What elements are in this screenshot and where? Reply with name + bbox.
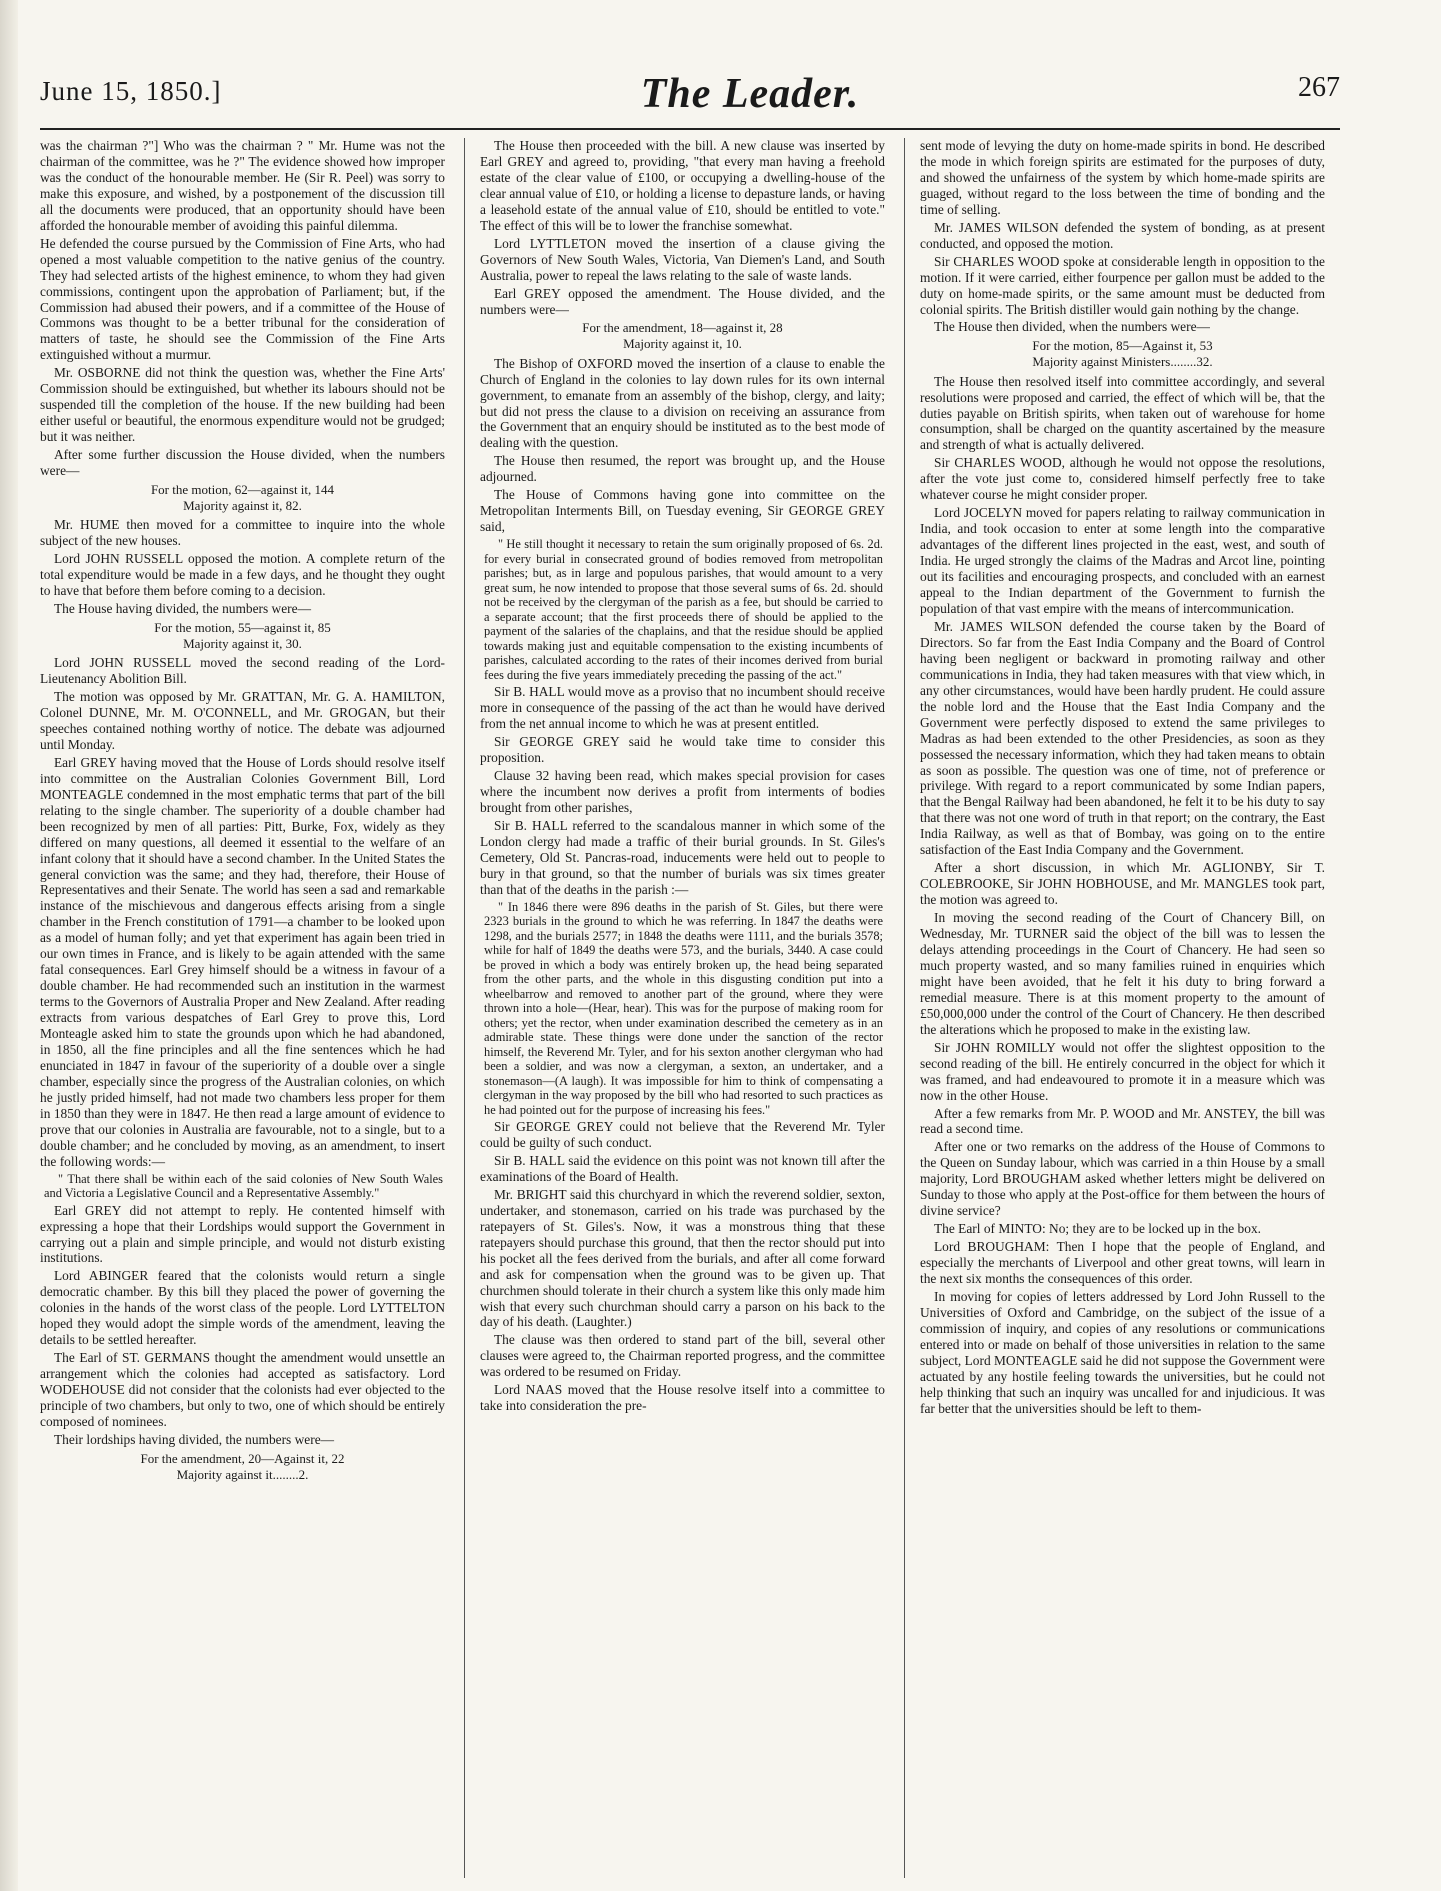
division-majority: Majority against it, 10. <box>623 336 742 352</box>
quoted-passage: " He still thought it necessary to retain the sum originally proposed of 6s. 2d. for every burial in consecrated ground of bodies removed from metropolitan parishes; but, as in large and populous parishes, that would amount to a very great sum, he now intended to propose that those several sums of 6s. 2d. should not be received by the clergyman of the parish as a fee, but should be carried to a separate account; that the first proceeds there of should be applied to the payment of the salaries of the chaplains, and that the residue should be applied towards making just and equitable compensation to the existing incumbents of parishes, calculated according to the rates of their incomes derived from burial fees during the five years immediately preceding the passing of the act." <box>484 537 883 682</box>
paragraph: Lord NAAS moved that the House resolve itself into a committee to take into consideration the pre- <box>480 1382 885 1414</box>
paragraph: The House having divided, the numbers were— <box>54 600 311 616</box>
paragraph: Lord BROUGHAM: Then I hope that the people of England, and especially the merchants of Liverpool and other great towns, will learn in the next six months the consequences of this order. <box>920 1239 1325 1287</box>
paragraph: Earl GREY having moved that the House of Lords should resolve itself into committee on the Australian Colonies Government Bill, Lord MONTEAGLE condemned in the most emphatic terms that part of the bill relating to the single chamber. The superiority of a double chamber had been recognized by men of all parties: Pitt, Burke, Fox, widely as they differed on many questions, all deemed it essential to the welfare of an infant colony that it should have a second chamber. In the United States the general conviction was the same; and they had, therefore, their House of Representatives and their Senate. The world has seen a sad and remarkable instance of the mischievous and dangerous effects arising from a single chamber in the French constitution of 1791—a chamber to be looked upon as a model of human folly; and yet that experiment has again been tried in our own times in France, and is likely to be again attended with the same fatal consequences. Earl Grey himself should be a witness in favour of a double chamber. He had recommended such an institution in the warmest terms to the Governors of Australia Proper and New Zealand. After reading extracts from various despatches of Earl Grey to prove this, Lord Monteagle asked him to state the grounds upon which he had abandoned, in 1850, all the fine principles and all the fine sentences which he had enunciated in 1847 in favour of the superiority of a double over a single chamber, especially since the progress of the Australian colonies, on which he justly prided himself, had not made two chambers less proper for them in 1850 than they were in 1847. He then read a large amount of evidence to prove that our colonies in Australia are favourable, not to a single, but to a double chamber; and he concluded by moving, as an amendment, to insert the following words:— <box>40 754 445 1169</box>
issue-date: June 15, 1850.] <box>40 76 222 106</box>
paragraph: He defended the course pursued by the Commission of Fine Arts, who had opened a most valuable competition to the native genius of the country. They had selected artists of the highest eminence, to whom they had given commissions, contingent upon the approbation of Parliament; but, if the Commission had abused their powers, and if a committee of the House of Commons was thought to be a better tribunal for the consideration of matters of taste, he should see the Commission of the Fine Arts extinguished without a murmur. <box>40 235 445 363</box>
division-line: For the amendment, 20—Against it, 22 <box>140 1450 345 1466</box>
paragraph: Mr. BRIGHT said this churchyard in which the reverend soldier, sexton, undertaker, and stonemason, carried on his trade was purchased by the ratepayers of St. Giles's. Now, it was a monstrous thing that these ratepayers should purchase this ground, that then the rector should put into his pocket all the fees derived from the burials, and after all come forward and ask for compensation when the ground was to be given up. That churchmen should tolerate in their church a system like this only made him wish that every such churchman should carry a parson on his back to the day of his death. (Laughter.) <box>480 1186 885 1330</box>
paragraph: In moving for copies of letters addressed by Lord John Russell to the Universities of Oxford and Cambridge, on the subject of the issue of a commission of inquiry, and copies of any resolutions or communications entered into or made on behalf of those universities in relation to the same subject, Lord MONTEAGLE said he did not suppose the Government were actuated by any hostile feeling towards the universities, but he could not help thinking that such an inquiry was uncalled for and injudicious. It was far better that the universities should be left to them- <box>920 1289 1325 1416</box>
division-result <box>920 338 1325 369</box>
paragraph: Earl GREY did not attempt to reply. He contented himself with expressing a hope that their Lordships would support the Government in carrying out a plain and simple principle, and would not disturb existing institutions. <box>40 1202 445 1266</box>
quoted-passage: " In 1846 there were 896 deaths in the parish of St. Giles, but there were 2323 burials in the ground to which he was referring. In 1847 the deaths were 1298, and the burials 2577; in 1848 the deaths were 1111, and the burials 3578; while for half of 1849 the deaths were 573, and the burials, 3440. A case could be proved in which a body was entirely broken up, the head being separated from the other parts, and the whole in this disgusting condition put into a wheelbarrow and removed to another part of the ground, where they were thrown into a hole—(Hear, hear). This was for the purpose of making room for others; yet the rector, when under examination described the cemetery as in an admirable state. These things were done under the sanction of the rector himself, the Reverend Mr. Tyler, and for his sexton another clergyman who had been a soldier, and was now a clergyman, a sexton, an undertaker, and a stonemason—(A laugh). It was impossible for him to think of compensating a clergyman in the way proposed by the bill who had resorted to such practices as he had pointed out for the purpose of increasing his fees." <box>484 899 883 1117</box>
paragraph: Earl GREY opposed the amendment. The House divided, and the numbers were— <box>480 285 885 317</box>
paragraph: Lord JOHN RUSSELL opposed the motion. A complete return of the total expenditure would be made in a few days, and he thought they ought to have that before them before coming to a decision. <box>40 551 445 599</box>
column-divider <box>464 138 465 1878</box>
paragraph: The clause was then ordered to stand part of the bill, several other clauses were agreed to, the Chairman reported progress, and the committee was ordered to be resumed on Friday. <box>480 1332 885 1380</box>
masthead <box>40 70 1340 130</box>
paragraph: Lord LYTTLETON moved the insertion of a clause giving the Governors of New South Wales, Victoria, Van Diemen's Land, and South Australia, power to repeal the laws relating to the sale of waste lands. <box>480 235 885 283</box>
paragraph: The House then resolved itself into committee accordingly, and several resolutions were proposed and carried, the effect of which will be, that the duties payable on British spirits, when taken out of warehouse for home consumption, shall be charged on the quantity ascertained by the measure and strength of what is actually delivered. <box>920 373 1325 453</box>
paragraph: The House then resumed, the report was brought up, and the House adjourned. <box>480 453 885 485</box>
page-number: 267 <box>1298 72 1340 103</box>
paragraph: After a few remarks from Mr. P. WOOD and Mr. ANSTEY, the bill was read a second time. <box>920 1105 1325 1137</box>
paragraph: The House then divided, when the numbers were— <box>934 319 1210 335</box>
paragraph: Lord JOCELYN moved for papers relating to railway communication in India, and took occasion to enter at some length into the comparative advantages of the different lines projected in the east, west, and south of India. He urged strongly the claims of the Madras and Arcot line, pointing out its facilities and encouraging prospects, and concluded with an earnest appeal to the Indian department of the Government to furnish the population of that vast empire with the means of intercommunication. <box>920 505 1325 616</box>
paragraph: Mr. JAMES WILSON defended the system of bonding, as at present conducted, and opposed the motion. <box>920 219 1325 251</box>
division-majority: Majority against Ministers........32. <box>1032 354 1213 370</box>
scan-edge <box>0 0 18 1891</box>
column-divider <box>904 138 905 1878</box>
article-columns <box>40 138 1340 1878</box>
paragraph: Their lordships having divided, the numbers were— <box>54 1431 335 1447</box>
division-line: For the motion, 55—against it, 85 <box>154 619 331 635</box>
paragraph: The House then proceeded with the bill. A new clause was inserted by Earl GREY and agreed to, providing, "that every man having a freehold estate of the clear value of £100, or occupying a dwelling-house of the clear annual value of £10, or holding a license to depasture lands, or having a leasehold estate of the annual value of £10, should be entitled to vote." The effect of this will be to lower the franchise somewhat. <box>480 138 885 233</box>
paragraph: Sir B. HALL said the evidence on this point was not known till after the examinations of the Board of Health. <box>480 1152 885 1184</box>
column-1 <box>40 138 445 1878</box>
division-majority: Majority against it........2. <box>176 1466 309 1482</box>
paragraph: In moving the second reading of the Court of Chancery Bill, on Wednesday, Mr. TURNER said the object of the bill was to lessen the delays attending proceedings in the Court of Chancery. He had seen so much property wasted, and so many families ruined in enquiries which might have been avoided, that he felt it his duty to bring forward a remedial measure. There is at this moment property to the amount of £50,000,000 under the control of the Court of Chancery. He then described the alterations which he proposed to make in the existing law. <box>920 910 1325 1037</box>
division-result <box>40 482 445 513</box>
paragraph: Mr. HUME then moved for a committee to inquire into the whole subject of the new houses. <box>40 517 445 549</box>
header-rule <box>40 128 1340 130</box>
paragraph: Mr. JAMES WILSON defended the course taken by the Board of Directors. So far from the East India Company and the Board of Control having been negligent or backward in promoting railway and other communications in India, they had taken measures with that view which, in any other circumstances, would have been hardly prudent. He could assure the noble lord and the House that the East India Company and the Government were perfectly disposed to extend the same privileges to Madras as had been extended to the other Presidencies, as soon as they possessed the necessary information, which they had taken means to obtain as soon as possible. The question was one of time, not of preference or privilege. With regard to a report communicated by some Indian papers, that the Bengal Railway had been abandoned, he felt it to be his duty to say that there was not one word of truth in that report; on the contrary, the East India Railway, as well as that of Bombay, was going on to the entire satisfaction of the East India Company and the Government. <box>920 618 1325 858</box>
column-2 <box>480 138 885 1878</box>
paragraph: The Earl of MINTO: No; they are to be locked up in the box. <box>934 1221 1261 1237</box>
division-result <box>40 1451 445 1482</box>
paragraph: was the chairman ?"] Who was the chairman ? " Mr. Hume was not the chairman of the committee, was he ?" The evidence showed how improper was the conduct of the honourable member. He (Sir R. Peel) was sorry to make this exposure, and wished, by a postponement of the discussion till all the documents were produced, that an opportunity should have been afforded the honourable member of avoiding this painful dilemma. <box>40 138 445 233</box>
paragraph: After a short discussion, in which Mr. AGLIONBY, Sir T. COLEBROOKE, Sir JOHN HOBHOUSE, and Mr. MANGLES took part, the motion was agreed to. <box>920 860 1325 908</box>
paragraph: The motion was opposed by Mr. GRATTAN, Mr. G. A. HAMILTON, Colonel DUNNE, Mr. M. O'CONNELL, and Mr. GROGAN, but their speeches contained nothing worthy of notice. The debate was adjourned until Monday. <box>40 689 445 752</box>
division-majority: Majority against it, 30. <box>183 635 302 651</box>
paragraph: sent mode of levying the duty on home-made spirits in bond. He described the mode in which foreign spirits are estimated for the purposes of duty, and showed the unfairness of the system by which home-made spirits are guaged, without regard to the loss between the time of bonding and the time of selling. <box>920 138 1325 217</box>
paragraph: Clause 32 having been read, which makes special provision for cases where the incumbent now derives a profit from interments of bodies brought from other parishes, <box>480 767 885 815</box>
newspaper-title: The Leader. <box>640 71 860 117</box>
paragraph: Lord JOHN RUSSELL moved the second reading of the Lord-Lieutenancy Abolition Bill. <box>40 655 445 687</box>
division-result <box>480 320 885 351</box>
paragraph: The Bishop of OXFORD moved the insertion of a clause to enable the Church of England in the colonies to lay down rules for its own internal government, to emanate from an assembly of the bishop, clergy, and laity; but did not press the clause to a division on receiving an assurance from the Government that an enquiry should be instituted as to the best mode of dealing with the question. <box>480 355 885 451</box>
paragraph: Sir B. HALL referred to the scandalous manner in which some of the London clergy had made a traffic of their burial grounds. In St. Giles's Cemetery, Old St. Pancras-road, inducements were held out to people to bury in that ground, so that the number of burials was six times greater than that of the deaths in the parish :— <box>480 817 885 897</box>
quoted-passage: " That there shall be within each of the said colonies of New South Wales and Victoria a Legislative Council and a Representative Assembly." <box>44 1171 443 1201</box>
paragraph: Mr. OSBORNE did not think the question was, whether the Fine Arts' Commission should be extinguished, but whether its labours should not be suspended till the completion of the house. If the new building had been either useful or beautiful, the enormous expenditure would not be grudged; but it was neither. <box>40 365 445 445</box>
division-result <box>40 620 445 651</box>
division-majority: Majority against it, 82. <box>183 497 302 513</box>
paragraph: The House of Commons having gone into committee on the Metropolitan Interments Bill, on Tuesday evening, Sir GEORGE GREY said, <box>480 487 885 535</box>
division-line: For the amendment, 18—against it, 28 <box>582 320 783 336</box>
paragraph: After one or two remarks on the address of the House of Commons to the Queen on Sunday labour, which was carried in a thin House by a small majority, Lord BROUGHAM asked whether letters might be delivered on Sunday to those who apply at the Post-office for them between the hours of divine service? <box>920 1139 1325 1219</box>
paragraph: The Earl of ST. GERMANS thought the amendment would unsettle an arrangement which the colonies had accepted as satisfactory. Lord WODEHOUSE did not consider that the colonists had ever objected to the principle of two chambers, but only to two, one of which should be entirely composed of nominees. <box>40 1350 445 1429</box>
paragraph: Lord ABINGER feared that the colonists would return a single democratic chamber. By this bill they placed the power of governing the colonies in the hands of the worst class of the people. Lord LYTTELTON hoped they would adopt the simple words of the amendment, leaving the details to be settled hereafter. <box>40 1268 445 1348</box>
paragraph: Sir CHARLES WOOD, although he would not oppose the resolutions, after the vote just come to, considered himself perfectly free to take whatever course he might consider proper. <box>920 455 1325 503</box>
paragraph: Sir CHARLES WOOD spoke at considerable length in opposition to the motion. If it were carried, either fourpence per gallon must be added to the duty on home-made spirits, or the same amount must be deducted from colonial spirits. The British distiller would gain nothing by the change. <box>920 253 1325 317</box>
paragraph: After some further discussion the House divided, when the numbers were— <box>40 447 445 479</box>
paragraph: Sir GEORGE GREY could not believe that the Reverend Mr. Tyler could be guilty of such conduct. <box>480 1119 885 1150</box>
division-line: For the motion, 62—against it, 144 <box>150 482 335 498</box>
paragraph: Sir B. HALL would move as a proviso that no incumbent should receive more in consequence of the passing of the act than he would have derived from the net annual income to which he was at present entitled. <box>480 684 885 732</box>
paragraph: Sir JOHN ROMILLY would not offer the slightest opposition to the second reading of the bill. He entirely concurred in the object for which it was framed, and had endeavoured to promote it in a measure which was now in the other House. <box>920 1039 1325 1103</box>
column-3 <box>920 138 1325 1878</box>
paragraph: Sir GEORGE GREY said he would take time to consider this proposition. <box>480 734 885 765</box>
division-line: For the motion, 85—Against it, 53 <box>1032 338 1213 354</box>
